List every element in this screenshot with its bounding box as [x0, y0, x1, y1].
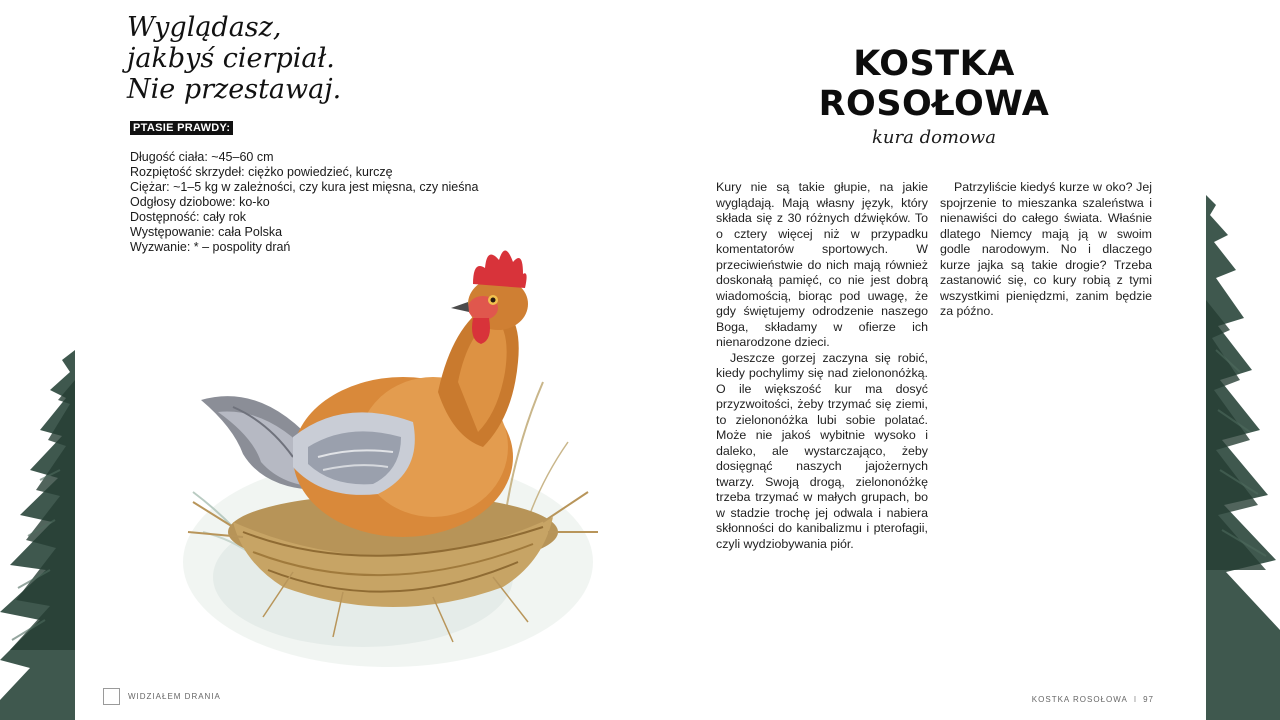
fact-weight: Ciężar: ~1–5 kg w zależności, czy kura jest mięsna, czy nieśna	[130, 180, 479, 194]
paragraph: Jeszcze gorzej zaczyna się robić, kiedy pochylimy się nad zielononóżką. O ile większość kur ma dosyć przyzwoitości, żeby trzymać się ziemi, to zielononóżka lubi sobie polatać. Może nie jakoś wybitnie wysoko i daleko, ale wystarczająco, żeby dosięgnąć naszych jajożernych twarzy. Swoją drogą, zielononóżkę trzeba trzymać w małych grupach, bo w stadzie trochę jej odwala i nabiera skłonności do kanibalizmu i pterofagii, czyli wydziobywania piór.	[716, 350, 928, 551]
hen-illustration	[173, 232, 603, 687]
left-footer-title: WIDZIAŁEM DRANIA	[128, 692, 221, 701]
right-page	[640, 0, 1206, 720]
chapter-title-line-2: ROSOŁOWA	[818, 84, 1050, 124]
chapter-title	[770, 44, 1098, 124]
fact-range: Występowanie: cała Polska	[130, 225, 283, 239]
page-number: 97	[1143, 695, 1154, 704]
quote-heading	[127, 12, 341, 105]
left-footer	[103, 688, 221, 705]
fact-calls: Odgłosy dziobowe: ko-ko	[130, 195, 270, 209]
quote-line-1: Wyglądasz,	[127, 12, 282, 43]
fact-body-length: Długość ciała: ~45–60 cm	[130, 150, 274, 164]
spruce-tree-right	[1206, 0, 1280, 720]
paragraph: Kury nie są takie głupie, na jakie wyglądają. Mają własny język, który składa się z 30 różnych dźwięków. To o cztery więcej niż w przypadku komentatorów sportowych. W przeciwieństwie do nich mają również doskonałą pamięć, co nie jest dobrą wiadomością, biorąc pod uwagę, że gdy świętujemy odrodzenie naszego Boga, składamy w ofierze ich nienarodzone dzieci.	[716, 180, 928, 349]
text-column-1	[716, 180, 928, 552]
right-edge-spruce	[1206, 0, 1280, 720]
footer-separator: I	[1133, 695, 1138, 704]
footer-square-mark	[103, 688, 120, 705]
footer-section-title: KOSTKA ROSOŁOWA	[1031, 695, 1128, 704]
fact-availability: Dostępność: cały rok	[130, 210, 247, 224]
chapter-title-line-1: KOSTKA	[853, 44, 1015, 84]
text-column-2	[940, 180, 1152, 320]
facts-label: PTASIE PRAWDY:	[130, 121, 233, 135]
quote-line-3: Nie przestawaj.	[127, 74, 342, 105]
hen-on-nest-image	[173, 232, 603, 682]
species-subtitle: kura domowa	[872, 127, 996, 148]
paragraph: Patrzyliście kiedyś kurze w oko? Jej spojrzenie to mieszanka szaleństwa i nienawiści do całego świata. Właśnie dlatego Niemcy mają ją w swoim godle narodowym. No i dlaczego kurze jajka są takie drogie? Trzeba zastanowić się, co kury robią z tymi wszystkimi pieniędzmi, zanim będzie za późno.	[940, 180, 1152, 318]
quote-line-2: jakbyś cierpiał.	[127, 43, 335, 74]
right-footer	[1032, 695, 1154, 704]
spruce-tree-left	[0, 0, 75, 720]
left-page	[75, 0, 640, 720]
fact-wingspan: Rozpiętość skrzydeł: ciężko powiedzieć, kurczę	[130, 165, 393, 179]
fact-challenge: Wyzwanie: * – pospolity drań	[130, 240, 291, 254]
left-edge-spruce	[0, 0, 75, 720]
